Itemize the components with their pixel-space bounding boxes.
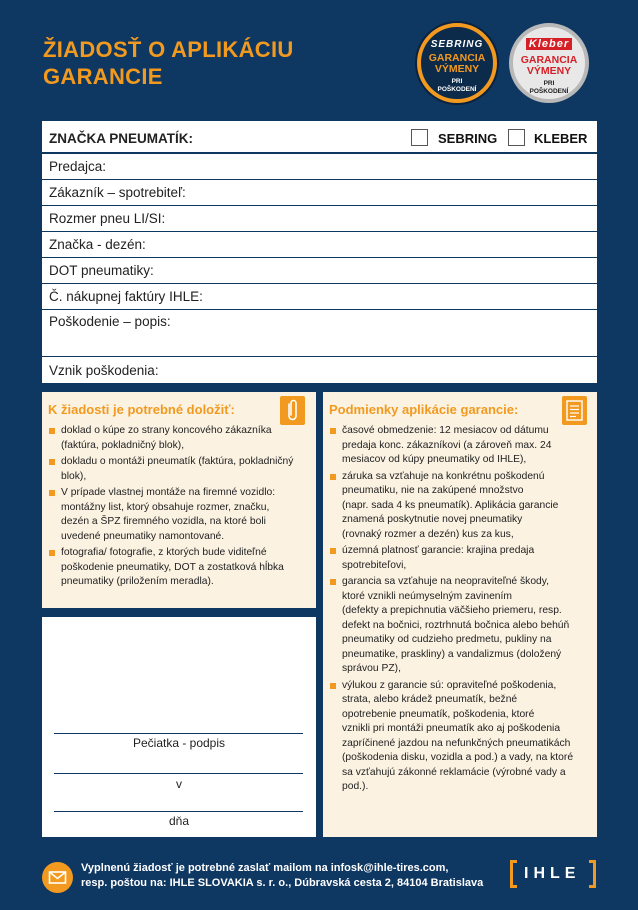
sebring-badge-line-2: VÝMENY [434, 63, 480, 75]
field-invoice-number[interactable] [42, 284, 597, 310]
field-tire-size[interactable] [42, 206, 597, 232]
paperclip-icon [280, 396, 305, 425]
footer-instructions [81, 861, 483, 891]
kleber-option-label: KLEBER [534, 131, 588, 146]
field-label: Značka - dezén: [49, 237, 146, 252]
list-item: výlukou z garancie sú: opraviteľné poškodenia, strata, alebo krádež pneumatík, bežné opotrebenie pneumatík, poškodenia, ktoré vznikli pri montáži pneumatík ako aj poškodenia zapríčinené jazdou na nefunkčných pneumatikách (poškodenia disku, vozidla a pod.) a vady, na ktoré sa vzťahujú zákonné reklamácie (výrobné vady a pod.). [323, 679, 595, 795]
sebring-badge-line-1: GARANCIA [428, 52, 486, 64]
field-customer[interactable] [42, 180, 597, 206]
list-item: záruka sa vzťahuje na konkrétnu poškodenú pneumatiku, nie na zakúpené množstvo (napr. sada 4 ks pneumatík). Aplikácia garancie znamená poskytnutie novej pneumatiky (rovnaký rozmer a dezén) kus za kus, [323, 470, 595, 543]
ihle-logo [510, 860, 596, 890]
place-line[interactable] [54, 773, 303, 774]
document-list-icon [562, 396, 587, 425]
list-item: fotografia/ fotografie, z ktorých bude viditeľné poškodenie pneumatiky, DOT a zostatková hĺbka pneumatiky (priložením meradla). [42, 546, 312, 590]
date-label: dňa [168, 814, 190, 828]
list-item: garancia sa vzťahuje na neopraviteľné škody, ktoré vznikli neúmyselným zavinením (defekty a prepichnutia väčšieho priemeru, resp. defekt na bočnici, roztrhnutá bočnica alebo behúň pneumatiky od cudzieho predmetu, pukliny na pneumatike, praskliny) a vandalizmus (doložený správou PZ), [323, 575, 595, 677]
guarantee-conditions-list [323, 424, 595, 797]
required-documents-panel [42, 392, 316, 608]
page-title [43, 36, 363, 90]
kleber-badge-line-1: GARANCIA [520, 54, 578, 66]
list-item: územná platnosť garancie: krajina predaja spotrebiteľovi, [323, 544, 595, 573]
date-line[interactable] [54, 811, 303, 812]
list-item: časové obmedzenie: 12 mesiacov od dátumu predaja konc. zákazníkovi (a zároveň max. 24 mesiacov od kúpy pneumatiky od IHLE), [323, 424, 595, 468]
logo-bracket-left [510, 860, 517, 888]
field-dealer[interactable] [42, 154, 597, 180]
required-documents-title: K žiadosti je potrebné doložiť: [48, 402, 235, 417]
field-damage-origin[interactable] [42, 357, 597, 383]
list-item: dokladu o montáži pneumatík (faktúra, pokladničný blok), [42, 455, 312, 484]
guarantee-conditions-panel [323, 392, 597, 837]
kleber-badge-line-3: PRI [543, 80, 555, 87]
sebring-badge-line-4: POŠKODENÍ [437, 85, 477, 93]
field-damage-description[interactable] [42, 310, 597, 357]
kleber-guarantee-badge [509, 23, 589, 103]
list-item: V prípade vlastnej montáže na firemné vozidlo: montážny list, ktorý obsahuje rozmer, značku, dezén a ŠPZ firemného vozidla, na ktoré boli uvedené pneumatiky namontované. [42, 486, 312, 544]
kleber-badge-line-2: VÝMENY [526, 65, 572, 77]
title-line-1: ŽIADOSŤ O APLIKÁCIU [43, 37, 294, 62]
tire-brand-row [42, 121, 597, 154]
field-label: Rozmer pneu LI/SI: [49, 211, 166, 226]
guarantee-conditions-title: Podmienky aplikácie garancie: [329, 402, 519, 417]
sebring-option-label: SEBRING [438, 131, 498, 146]
signature-box [42, 617, 316, 837]
sebring-checkbox[interactable] [411, 129, 428, 146]
field-brand-pattern[interactable] [42, 232, 597, 258]
sebring-badge-line-3: PRI [451, 78, 463, 85]
field-label: DOT pneumatiky: [49, 263, 154, 278]
kleber-checkbox[interactable] [508, 129, 525, 146]
kleber-badge-line-4: POŠKODENÍ [529, 87, 569, 95]
stamp-signature-label: Pečiatka - podpis [132, 736, 226, 750]
envelope-icon [42, 862, 73, 893]
sebring-logo: SEBRING [430, 39, 484, 50]
field-label: Predajca: [49, 159, 107, 174]
title-line-2: GARANCIE [43, 64, 163, 89]
kleber-logo: Kleber [526, 38, 572, 50]
place-label: v [176, 777, 182, 791]
footer-line-2: resp. poštou na: IHLE SLOVAKIA s. r. o., Dúbravská cesta 2, 84104 Bratislava [81, 877, 484, 889]
required-documents-list [42, 424, 312, 592]
application-form [42, 121, 597, 383]
stamp-signature-line[interactable] [54, 733, 303, 734]
logo-text: IHLE [524, 865, 581, 882]
field-label: Poškodenie – popis: [49, 314, 171, 329]
field-label: Vznik poškodenia: [49, 363, 159, 378]
field-label: Č. nákupnej faktúry IHLE: [49, 289, 203, 304]
field-dot[interactable] [42, 258, 597, 284]
field-label: Zákazník – spotrebiteľ: [49, 185, 186, 200]
sebring-guarantee-badge [417, 23, 497, 103]
tire-brand-label: ZNAČKA PNEUMATÍK: [49, 131, 193, 146]
list-item: doklad o kúpe zo strany koncového zákazníka (faktúra, pokladničný blok), [42, 424, 312, 453]
logo-bracket-right [589, 860, 596, 888]
footer-line-1: Vyplnenú žiadosť je potrebné zaslať mailom na infosk@ihle-tires.com, [81, 862, 449, 874]
